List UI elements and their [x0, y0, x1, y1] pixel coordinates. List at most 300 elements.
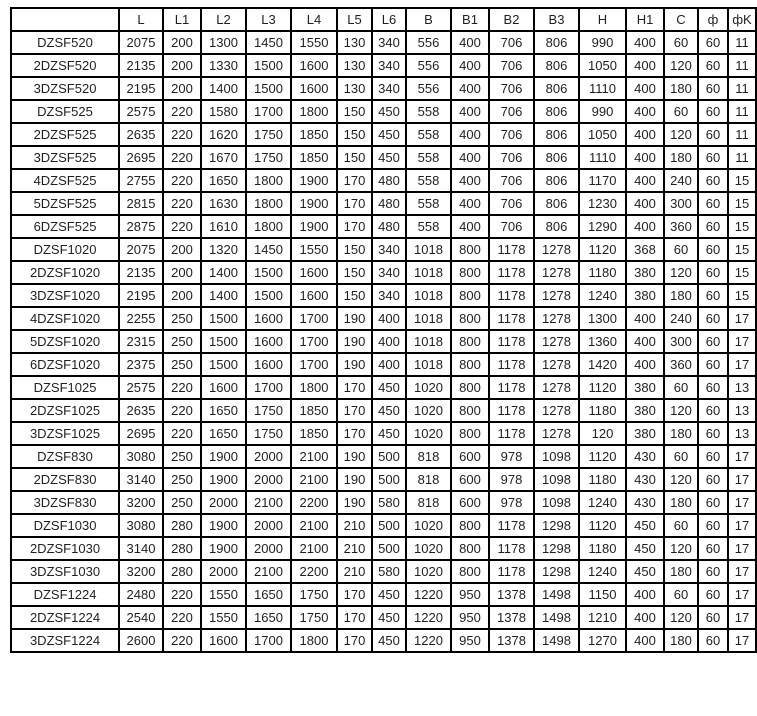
value-cell: 220	[163, 583, 201, 606]
value-cell: 180	[664, 77, 698, 100]
value-cell: 340	[372, 54, 406, 77]
value-cell: 180	[664, 146, 698, 169]
value-cell: 180	[664, 284, 698, 307]
value-cell: 400	[626, 606, 664, 629]
value-cell: 1098	[534, 491, 579, 514]
model-cell: DZSF1020	[11, 238, 119, 261]
value-cell: 130	[337, 31, 372, 54]
value-cell: 190	[337, 330, 372, 353]
value-cell: 1298	[534, 560, 579, 583]
value-cell: 220	[163, 376, 201, 399]
value-cell: 600	[451, 468, 489, 491]
value-cell: 2575	[119, 376, 163, 399]
value-cell: 15	[728, 215, 756, 238]
value-cell: 1180	[579, 468, 626, 491]
value-cell: 400	[626, 77, 664, 100]
value-cell: 17	[728, 537, 756, 560]
value-cell: 380	[626, 422, 664, 445]
table-row	[11, 215, 756, 238]
value-cell: 1750	[291, 606, 337, 629]
value-cell: 400	[626, 100, 664, 123]
value-cell: 17	[728, 307, 756, 330]
value-cell: 990	[579, 100, 626, 123]
value-cell: 368	[626, 238, 664, 261]
value-cell: 60	[664, 514, 698, 537]
value-cell: 400	[451, 146, 489, 169]
value-cell: 190	[337, 468, 372, 491]
value-cell: 1210	[579, 606, 626, 629]
value-cell: 280	[163, 514, 201, 537]
column-header: H	[579, 8, 626, 31]
value-cell: 60	[698, 560, 728, 583]
value-cell: 3140	[119, 468, 163, 491]
value-cell: 1800	[246, 215, 291, 238]
value-cell: 806	[534, 77, 579, 100]
header-row	[11, 8, 756, 31]
value-cell: 300	[664, 330, 698, 353]
value-cell: 60	[698, 537, 728, 560]
value-cell: 706	[489, 100, 534, 123]
value-cell: 1278	[534, 261, 579, 284]
value-cell: 1110	[579, 77, 626, 100]
model-cell: 3DZSF525	[11, 146, 119, 169]
value-cell: 558	[406, 146, 451, 169]
value-cell: 706	[489, 215, 534, 238]
value-cell: 1178	[489, 238, 534, 261]
value-cell: 1900	[291, 169, 337, 192]
value-cell: 150	[337, 284, 372, 307]
model-cell: DZSF525	[11, 100, 119, 123]
value-cell: 450	[626, 560, 664, 583]
value-cell: 170	[337, 192, 372, 215]
value-cell: 60	[698, 146, 728, 169]
value-cell: 400	[451, 215, 489, 238]
value-cell: 400	[626, 146, 664, 169]
table-row	[11, 261, 756, 284]
value-cell: 558	[406, 215, 451, 238]
table-row	[11, 353, 756, 376]
value-cell: 240	[664, 307, 698, 330]
value-cell: 60	[664, 376, 698, 399]
value-cell: 1178	[489, 284, 534, 307]
value-cell: 706	[489, 169, 534, 192]
value-cell: 1600	[246, 353, 291, 376]
value-cell: 380	[626, 261, 664, 284]
value-cell: 60	[698, 583, 728, 606]
value-cell: 2255	[119, 307, 163, 330]
value-cell: 1600	[201, 376, 246, 399]
value-cell: 2375	[119, 353, 163, 376]
value-cell: 1400	[201, 261, 246, 284]
value-cell: 1500	[201, 353, 246, 376]
value-cell: 1500	[201, 307, 246, 330]
value-cell: 990	[579, 31, 626, 54]
value-cell: 2000	[246, 514, 291, 537]
value-cell: 1750	[246, 399, 291, 422]
value-cell: 1450	[246, 31, 291, 54]
value-cell: 60	[698, 491, 728, 514]
table-row	[11, 399, 756, 422]
value-cell: 60	[698, 514, 728, 537]
value-cell: 1220	[406, 583, 451, 606]
table-row	[11, 583, 756, 606]
value-cell: 2600	[119, 629, 163, 652]
value-cell: 1278	[534, 422, 579, 445]
value-cell: 1550	[201, 606, 246, 629]
value-cell: 60	[664, 100, 698, 123]
value-cell: 250	[163, 353, 201, 376]
model-cell: 2DZSF1224	[11, 606, 119, 629]
value-cell: 1700	[291, 330, 337, 353]
value-cell: 800	[451, 422, 489, 445]
value-cell: 170	[337, 606, 372, 629]
value-cell: 1378	[489, 583, 534, 606]
value-cell: 220	[163, 606, 201, 629]
value-cell: 1178	[489, 376, 534, 399]
value-cell: 1900	[201, 468, 246, 491]
value-cell: 1498	[534, 606, 579, 629]
value-cell: 1500	[246, 54, 291, 77]
value-cell: 800	[451, 514, 489, 537]
value-cell: 360	[664, 353, 698, 376]
value-cell: 480	[372, 192, 406, 215]
value-cell: 800	[451, 537, 489, 560]
value-cell: 500	[372, 468, 406, 491]
value-cell: 706	[489, 77, 534, 100]
value-cell: 1900	[201, 537, 246, 560]
value-cell: 13	[728, 422, 756, 445]
column-header: L6	[372, 8, 406, 31]
value-cell: 950	[451, 606, 489, 629]
value-cell: 1240	[579, 491, 626, 514]
value-cell: 17	[728, 491, 756, 514]
value-cell: 950	[451, 583, 489, 606]
value-cell: 1620	[201, 123, 246, 146]
value-cell: 120	[664, 399, 698, 422]
value-cell: 170	[337, 376, 372, 399]
value-cell: 2635	[119, 123, 163, 146]
table-body	[11, 31, 756, 652]
value-cell: 1270	[579, 629, 626, 652]
model-cell: 3DZSF1025	[11, 422, 119, 445]
value-cell: 200	[163, 284, 201, 307]
value-cell: 2075	[119, 238, 163, 261]
value-cell: 1500	[246, 284, 291, 307]
value-cell: 400	[626, 629, 664, 652]
value-cell: 200	[163, 261, 201, 284]
value-cell: 556	[406, 77, 451, 100]
value-cell: 1178	[489, 560, 534, 583]
value-cell: 1178	[489, 537, 534, 560]
value-cell: 2135	[119, 54, 163, 77]
value-cell: 190	[337, 491, 372, 514]
value-cell: 2100	[246, 560, 291, 583]
value-cell: 706	[489, 54, 534, 77]
value-cell: 1900	[291, 192, 337, 215]
value-cell: 806	[534, 54, 579, 77]
table-row	[11, 376, 756, 399]
value-cell: 210	[337, 537, 372, 560]
value-cell: 500	[372, 537, 406, 560]
column-header: B	[406, 8, 451, 31]
value-cell: 1178	[489, 330, 534, 353]
table-row	[11, 100, 756, 123]
table-row	[11, 330, 756, 353]
value-cell: 450	[372, 629, 406, 652]
value-cell: 2540	[119, 606, 163, 629]
table-row	[11, 169, 756, 192]
value-cell: 180	[664, 560, 698, 583]
value-cell: 1400	[201, 77, 246, 100]
value-cell: 60	[698, 77, 728, 100]
value-cell: 11	[728, 123, 756, 146]
value-cell: 11	[728, 146, 756, 169]
value-cell: 250	[163, 468, 201, 491]
value-cell: 450	[372, 376, 406, 399]
value-cell: 60	[698, 629, 728, 652]
value-cell: 450	[372, 100, 406, 123]
value-cell: 1018	[406, 238, 451, 261]
model-cell: 3DZSF1030	[11, 560, 119, 583]
model-cell: 4DZSF1020	[11, 307, 119, 330]
value-cell: 806	[534, 192, 579, 215]
value-cell: 430	[626, 468, 664, 491]
value-cell: 280	[163, 560, 201, 583]
value-cell: 2195	[119, 284, 163, 307]
value-cell: 400	[372, 330, 406, 353]
value-cell: 150	[337, 238, 372, 261]
value-cell: 818	[406, 445, 451, 468]
value-cell: 15	[728, 261, 756, 284]
table-row	[11, 537, 756, 560]
value-cell: 250	[163, 445, 201, 468]
value-cell: 15	[728, 192, 756, 215]
column-header: B1	[451, 8, 489, 31]
value-cell: 1230	[579, 192, 626, 215]
value-cell: 17	[728, 560, 756, 583]
value-cell: 1900	[291, 215, 337, 238]
value-cell: 2000	[246, 537, 291, 560]
value-cell: 200	[163, 54, 201, 77]
value-cell: 1600	[291, 77, 337, 100]
value-cell: 800	[451, 399, 489, 422]
value-cell: 60	[698, 445, 728, 468]
value-cell: 1018	[406, 307, 451, 330]
value-cell: 800	[451, 376, 489, 399]
value-cell: 1800	[291, 629, 337, 652]
value-cell: 1650	[246, 583, 291, 606]
value-cell: 120	[664, 261, 698, 284]
table-row	[11, 307, 756, 330]
model-cell: 4DZSF525	[11, 169, 119, 192]
value-cell: 250	[163, 491, 201, 514]
value-cell: 400	[451, 77, 489, 100]
model-cell: 6DZSF1020	[11, 353, 119, 376]
value-cell: 200	[163, 77, 201, 100]
value-cell: 1240	[579, 560, 626, 583]
table-row	[11, 54, 756, 77]
value-cell: 1018	[406, 353, 451, 376]
value-cell: 200	[163, 31, 201, 54]
value-cell: 1298	[534, 514, 579, 537]
value-cell: 17	[728, 606, 756, 629]
value-cell: 120	[664, 537, 698, 560]
model-cell: DZSF830	[11, 445, 119, 468]
value-cell: 150	[337, 261, 372, 284]
value-cell: 580	[372, 491, 406, 514]
value-cell: 220	[163, 399, 201, 422]
value-cell: 1020	[406, 422, 451, 445]
column-header: L3	[246, 8, 291, 31]
value-cell: 17	[728, 583, 756, 606]
value-cell: 60	[698, 376, 728, 399]
value-cell: 11	[728, 31, 756, 54]
value-cell: 400	[626, 123, 664, 146]
value-cell: 60	[698, 284, 728, 307]
value-cell: 1670	[201, 146, 246, 169]
value-cell: 60	[698, 606, 728, 629]
value-cell: 400	[626, 330, 664, 353]
value-cell: 130	[337, 77, 372, 100]
value-cell: 220	[163, 422, 201, 445]
value-cell: 1900	[201, 514, 246, 537]
value-cell: 1800	[246, 192, 291, 215]
table-row	[11, 31, 756, 54]
value-cell: 950	[451, 629, 489, 652]
value-cell: 170	[337, 629, 372, 652]
value-cell: 170	[337, 583, 372, 606]
value-cell: 978	[489, 468, 534, 491]
value-cell: 1290	[579, 215, 626, 238]
value-cell: 60	[664, 238, 698, 261]
value-cell: 1550	[291, 238, 337, 261]
value-cell: 1018	[406, 284, 451, 307]
value-cell: 2635	[119, 399, 163, 422]
value-cell: 1018	[406, 261, 451, 284]
value-cell: 1498	[534, 583, 579, 606]
value-cell: 60	[698, 169, 728, 192]
value-cell: 806	[534, 123, 579, 146]
value-cell: 1650	[246, 606, 291, 629]
value-cell: 450	[372, 606, 406, 629]
value-cell: 556	[406, 54, 451, 77]
value-cell: 1850	[291, 422, 337, 445]
value-cell: 60	[698, 238, 728, 261]
value-cell: 1180	[579, 399, 626, 422]
value-cell: 450	[372, 123, 406, 146]
value-cell: 400	[372, 307, 406, 330]
value-cell: 2135	[119, 261, 163, 284]
value-cell: 220	[163, 100, 201, 123]
value-cell: 1220	[406, 629, 451, 652]
value-cell: 1300	[201, 31, 246, 54]
table-row	[11, 629, 756, 652]
value-cell: 1550	[201, 583, 246, 606]
value-cell: 1800	[291, 376, 337, 399]
value-cell: 430	[626, 491, 664, 514]
value-cell: 1750	[291, 583, 337, 606]
column-header	[11, 8, 119, 31]
value-cell: 600	[451, 491, 489, 514]
value-cell: 1750	[246, 123, 291, 146]
value-cell: 60	[698, 468, 728, 491]
column-header: B3	[534, 8, 579, 31]
value-cell: 120	[664, 123, 698, 146]
column-header: L5	[337, 8, 372, 31]
value-cell: 1278	[534, 284, 579, 307]
value-cell: 1600	[291, 54, 337, 77]
model-cell: 5DZSF525	[11, 192, 119, 215]
value-cell: 1300	[579, 307, 626, 330]
value-cell: 2000	[201, 491, 246, 514]
value-cell: 340	[372, 31, 406, 54]
model-cell: 6DZSF525	[11, 215, 119, 238]
value-cell: 1178	[489, 353, 534, 376]
value-cell: 1018	[406, 330, 451, 353]
value-cell: 1020	[406, 376, 451, 399]
value-cell: 170	[337, 169, 372, 192]
value-cell: 1330	[201, 54, 246, 77]
value-cell: 120	[664, 606, 698, 629]
model-cell: 2DZSF525	[11, 123, 119, 146]
model-cell: DZSF1030	[11, 514, 119, 537]
value-cell: 60	[698, 192, 728, 215]
table-header	[11, 8, 756, 31]
value-cell: 2695	[119, 146, 163, 169]
value-cell: 380	[626, 376, 664, 399]
value-cell: 60	[698, 330, 728, 353]
value-cell: 1400	[201, 284, 246, 307]
value-cell: 60	[698, 261, 728, 284]
value-cell: 17	[728, 468, 756, 491]
value-cell: 2100	[291, 468, 337, 491]
value-cell: 220	[163, 629, 201, 652]
value-cell: 3140	[119, 537, 163, 560]
value-cell: 15	[728, 284, 756, 307]
column-header: C	[664, 8, 698, 31]
value-cell: 60	[698, 54, 728, 77]
value-cell: 558	[406, 100, 451, 123]
value-cell: 400	[451, 100, 489, 123]
value-cell: 11	[728, 77, 756, 100]
table-row	[11, 146, 756, 169]
value-cell: 2755	[119, 169, 163, 192]
value-cell: 1700	[246, 376, 291, 399]
column-header: L2	[201, 8, 246, 31]
value-cell: 250	[163, 307, 201, 330]
value-cell: 806	[534, 146, 579, 169]
value-cell: 818	[406, 491, 451, 514]
value-cell: 1278	[534, 376, 579, 399]
value-cell: 2815	[119, 192, 163, 215]
value-cell: 180	[664, 491, 698, 514]
value-cell: 60	[698, 31, 728, 54]
value-cell: 1700	[246, 629, 291, 652]
value-cell: 1178	[489, 422, 534, 445]
value-cell: 1220	[406, 606, 451, 629]
value-cell: 1600	[246, 330, 291, 353]
value-cell: 60	[698, 123, 728, 146]
value-cell: 250	[163, 330, 201, 353]
value-cell: 1098	[534, 468, 579, 491]
model-cell: 3DZSF520	[11, 77, 119, 100]
value-cell: 280	[163, 537, 201, 560]
value-cell: 2100	[246, 491, 291, 514]
value-cell: 400	[626, 353, 664, 376]
value-cell: 1278	[534, 399, 579, 422]
value-cell: 800	[451, 261, 489, 284]
value-cell: 1800	[246, 169, 291, 192]
